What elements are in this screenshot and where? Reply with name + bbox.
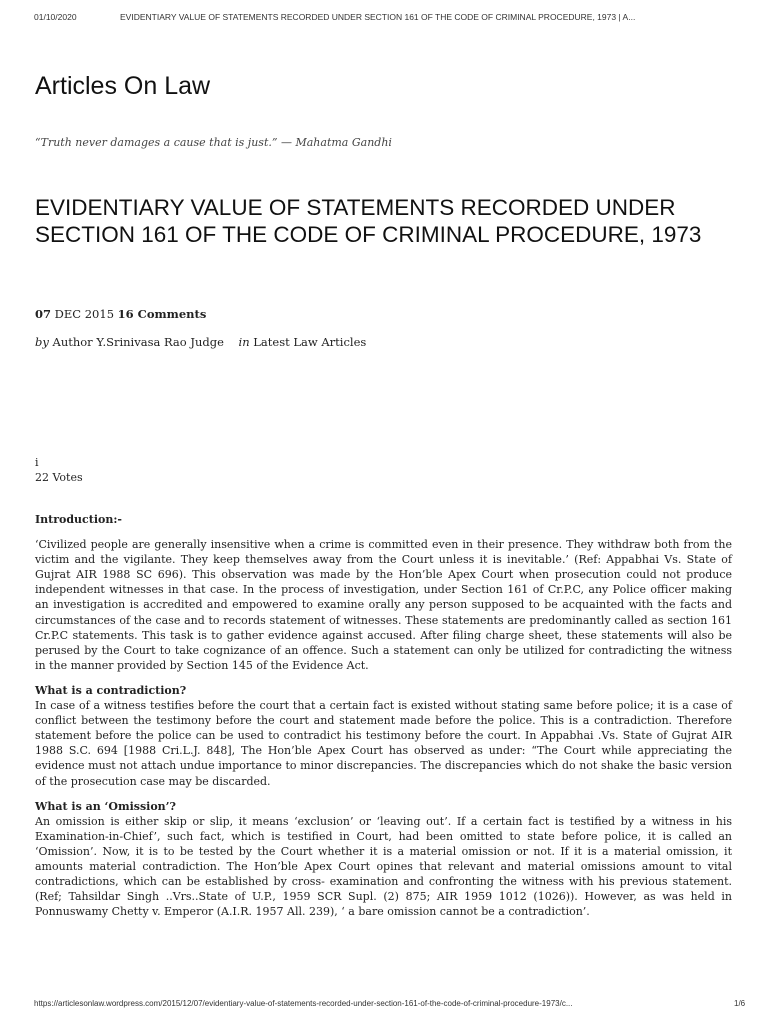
intro-heading: Introduction:-: [35, 513, 122, 526]
print-footer: [34, 999, 764, 1008]
post-title[interactable]: EVIDENTIARY VALUE OF STATEMENTS RECORDED UNDER SECTION 161 OF THE CODE OF CRIMINAL PROCEDURE, 1973: [35, 195, 702, 247]
contradiction-paragraph: In case of a witness testifies before the court that a certain fact is existed without stating same before police; it is a case of conflict between the testimony before the court and statement made before the police. This is a contradiction. Therefore statement before the police can be used to contradict his testimony before the court. In Appabhai .Vs. State of Gujrat AIR 1988 S.C. 694 [1988 Cri.L.J. 848], The Hon’ble Apex Court has observed as under: “The Court while appreciating the evidence must not attach undue importance to minor discrepancies. The discrepancies which do not shake the basic version of the prosecution case may be discarded.: [35, 699, 732, 788]
article-body: [35, 512, 732, 929]
site-tagline: “Truth never damages a cause that is just.” — Mahatma Gandhi: [35, 136, 392, 149]
post-date-line: [35, 307, 206, 321]
site-title[interactable]: Articles On Law: [35, 72, 211, 100]
post-month-year: DEC 2015: [54, 307, 115, 321]
post-byline: [35, 335, 366, 349]
author-link[interactable]: Author Y.Srinivasa Rao Judge: [52, 335, 224, 349]
print-page-title: EVIDENTIARY VALUE OF STATEMENTS RECORDED UNDER SECTION 161 OF THE CODE OF CRIMINAL PROCEDURE, 1973 | A...: [120, 12, 636, 22]
print-page-number: 1/6: [734, 999, 746, 1008]
print-date: 01/10/2020: [34, 12, 77, 22]
in-label: in: [238, 335, 250, 349]
print-url: https://articlesonlaw.wordpress.com/2015/12/07/evidentiary-value-of-statements-recorded-under-section-161-of-the-code-of-criminal-procedure-1973/c...: [34, 999, 573, 1008]
category-link[interactable]: Latest Law Articles: [253, 335, 367, 349]
intro-paragraph: ‘Civilized people are generally insensitive when a crime is committed even in their presence. They withdraw both from the victim and the vigilante. They keep themselves away from the Court unless it is inevitable.’ (Ref: Appabhai Vs. State of Gujrat AIR 1988 SC 696). This observation was made by the Hon’ble Apex Court when prosecution could not produce independent witnesses in that case. In the process of investigation, under Section 161 of Cr.P.C, any Police officer making an investigation is accredited and empowered to examine orally any person supposed to be acquainted with the facts and circumstances of the case and to records statement of witnesses. These statements are predominantly called as section 161 Cr.P.C statements. This task is to gather evidence against accused. After filing charge sheet, these statements will also be perused by the Court to take cognizance of an offence. Such a statement can only be utilized for contradicting the witness in the manner provided by Section 145 of the Evidence Act.: [35, 538, 732, 672]
contradiction-heading: What is a contradiction?: [35, 683, 187, 697]
omission-section: [35, 799, 732, 920]
rating-widget: [35, 455, 83, 485]
omission-heading: What is an ‘Omission’?: [35, 799, 176, 813]
by-label: by: [35, 335, 49, 349]
contradiction-section: [35, 683, 732, 789]
post-day: 07: [35, 307, 52, 321]
rating-votes: 22 Votes: [35, 471, 83, 484]
omission-paragraph: An omission is either skip or slip, it means ‘exclusion’ or ‘leaving out’. If a certain fact is testified by a witness in his Examination-in-Chief’, such fact, which is testified in Court, had been omitted to state before police, it is called an ‘Omission’. Now, it is to be tested by the Court whether it is a material omission or not. If it is a material omission, it amounts material contradiction. The Hon’ble Apex Court opines that relevant and material omissions amount to vital contradictions, which can be established by cross- examination and confronting the witness with his previous statement. (Ref; Tahsildar Singh ..Vrs..State of U.P., 1959 SCR Supl. (2) 875; AIR 1959 1012 (1026)). However, as was held in Ponnuswamy Chetty v. Emperor (A.I.R. 1957 All. 239), ‘ a bare omission cannot be a contradiction’.: [35, 814, 732, 919]
rating-info-icon[interactable]: i: [35, 456, 39, 469]
comments-link[interactable]: 16 Comments: [117, 307, 207, 321]
print-header: [34, 12, 744, 22]
